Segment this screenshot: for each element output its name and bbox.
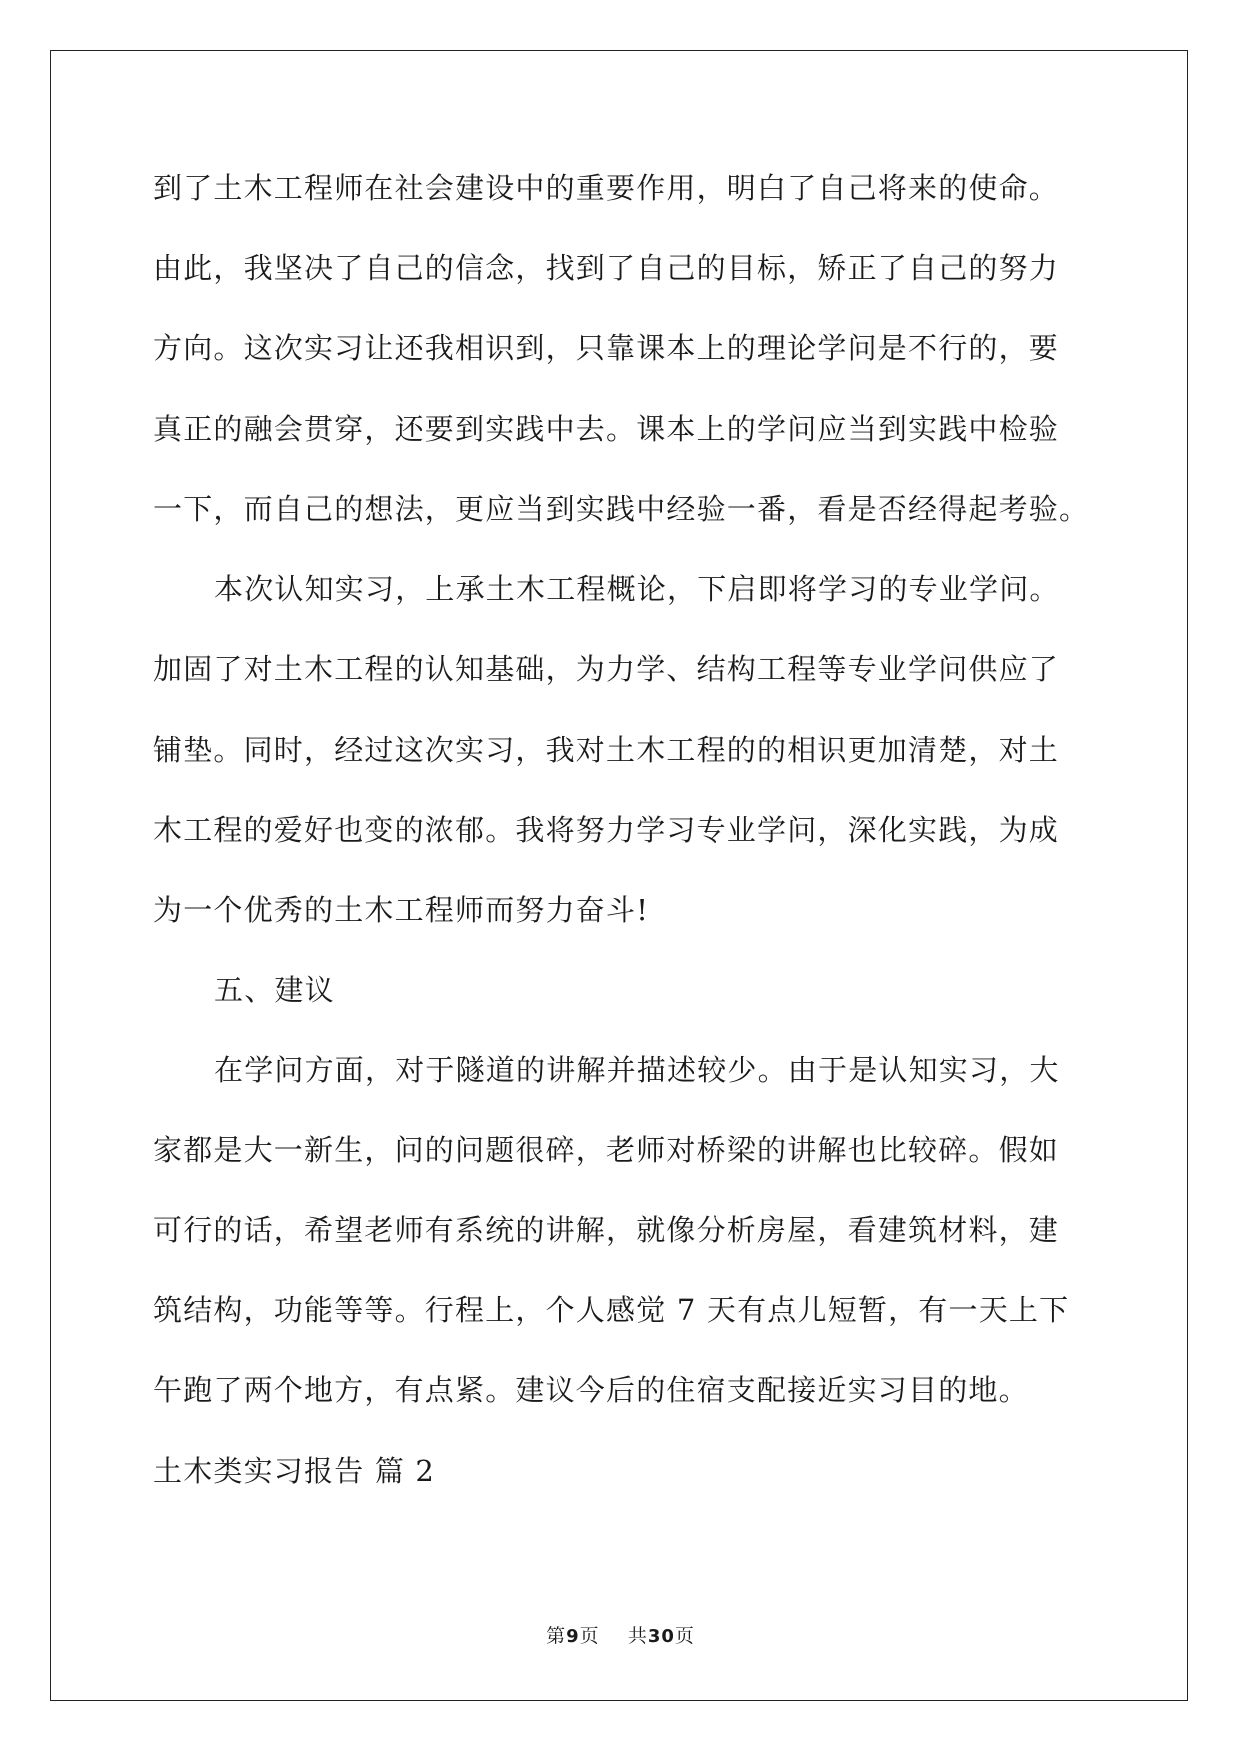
body-line-14: 筑结构，功能等等。行程上，个人感觉 7 天有点儿短暂，有一天上下 bbox=[153, 1293, 1070, 1327]
body-line-10: 为一个优秀的土木工程师而努力奋斗! bbox=[153, 893, 650, 927]
next-article-title: 土木类实习报告 篇 2 bbox=[153, 1454, 436, 1488]
body-line-5: 一下，而自己的想法，更应当到实践中经验一番，看是否经得起考验。 bbox=[153, 492, 1090, 526]
body-line-9: 木工程的爱好也变的浓郁。我将努力学习专业学问，深化实践，为成 bbox=[153, 813, 1060, 847]
body-line-4: 真正的融会贯穿，还要到实践中去。课本上的学问应当到实践中检验 bbox=[153, 412, 1060, 446]
footer-page-suffix: 页 bbox=[579, 1625, 600, 1647]
body-line-15: 午跑了两个地方，有点紧。建议今后的住宿支配接近实习目的地。 bbox=[153, 1373, 1029, 1407]
body-line-11: 在学问方面，对于隧道的讲解并描述较少。由于是认知实习，大 bbox=[214, 1053, 1060, 1087]
body-line-3: 方向。这次实习让还我相识到，只靠课本上的理论学问是不行的，要 bbox=[153, 331, 1060, 365]
body-line-6: 本次认知实习，上承土木工程概论，下启即将学习的专业学问。 bbox=[214, 572, 1060, 606]
page-number: 9 bbox=[566, 1626, 580, 1647]
footer-prefix: 第 bbox=[546, 1625, 567, 1647]
total-pages: 30 bbox=[647, 1626, 675, 1647]
body-line-13: 可行的话，希望老师有系统的讲解，就像分析房屋，看建筑材料，建 bbox=[153, 1213, 1060, 1247]
body-line-2: 由此，我坚决了自己的信念，找到了自己的目标，矫正了自己的努力 bbox=[153, 251, 1060, 285]
section-heading: 五、建议 bbox=[214, 973, 335, 1007]
body-line-1: 到了土木工程师在社会建设中的重要作用，明白了自己将来的使命。 bbox=[153, 171, 1060, 205]
footer-total-prefix: 共 bbox=[627, 1625, 648, 1647]
page-footer bbox=[0, 1624, 1241, 1649]
body-line-7: 加固了对土木工程的认知基础，为力学、结构工程等专业学问供应了 bbox=[153, 652, 1060, 686]
body-line-12: 家都是大一新生，问的问题很碎，老师对桥梁的讲解也比较碎。假如 bbox=[153, 1133, 1060, 1167]
footer-total-suffix: 页 bbox=[674, 1625, 695, 1647]
body-line-8: 铺垫。同时，经过这次实习，我对土木工程的的相识更加清楚，对土 bbox=[153, 733, 1060, 767]
